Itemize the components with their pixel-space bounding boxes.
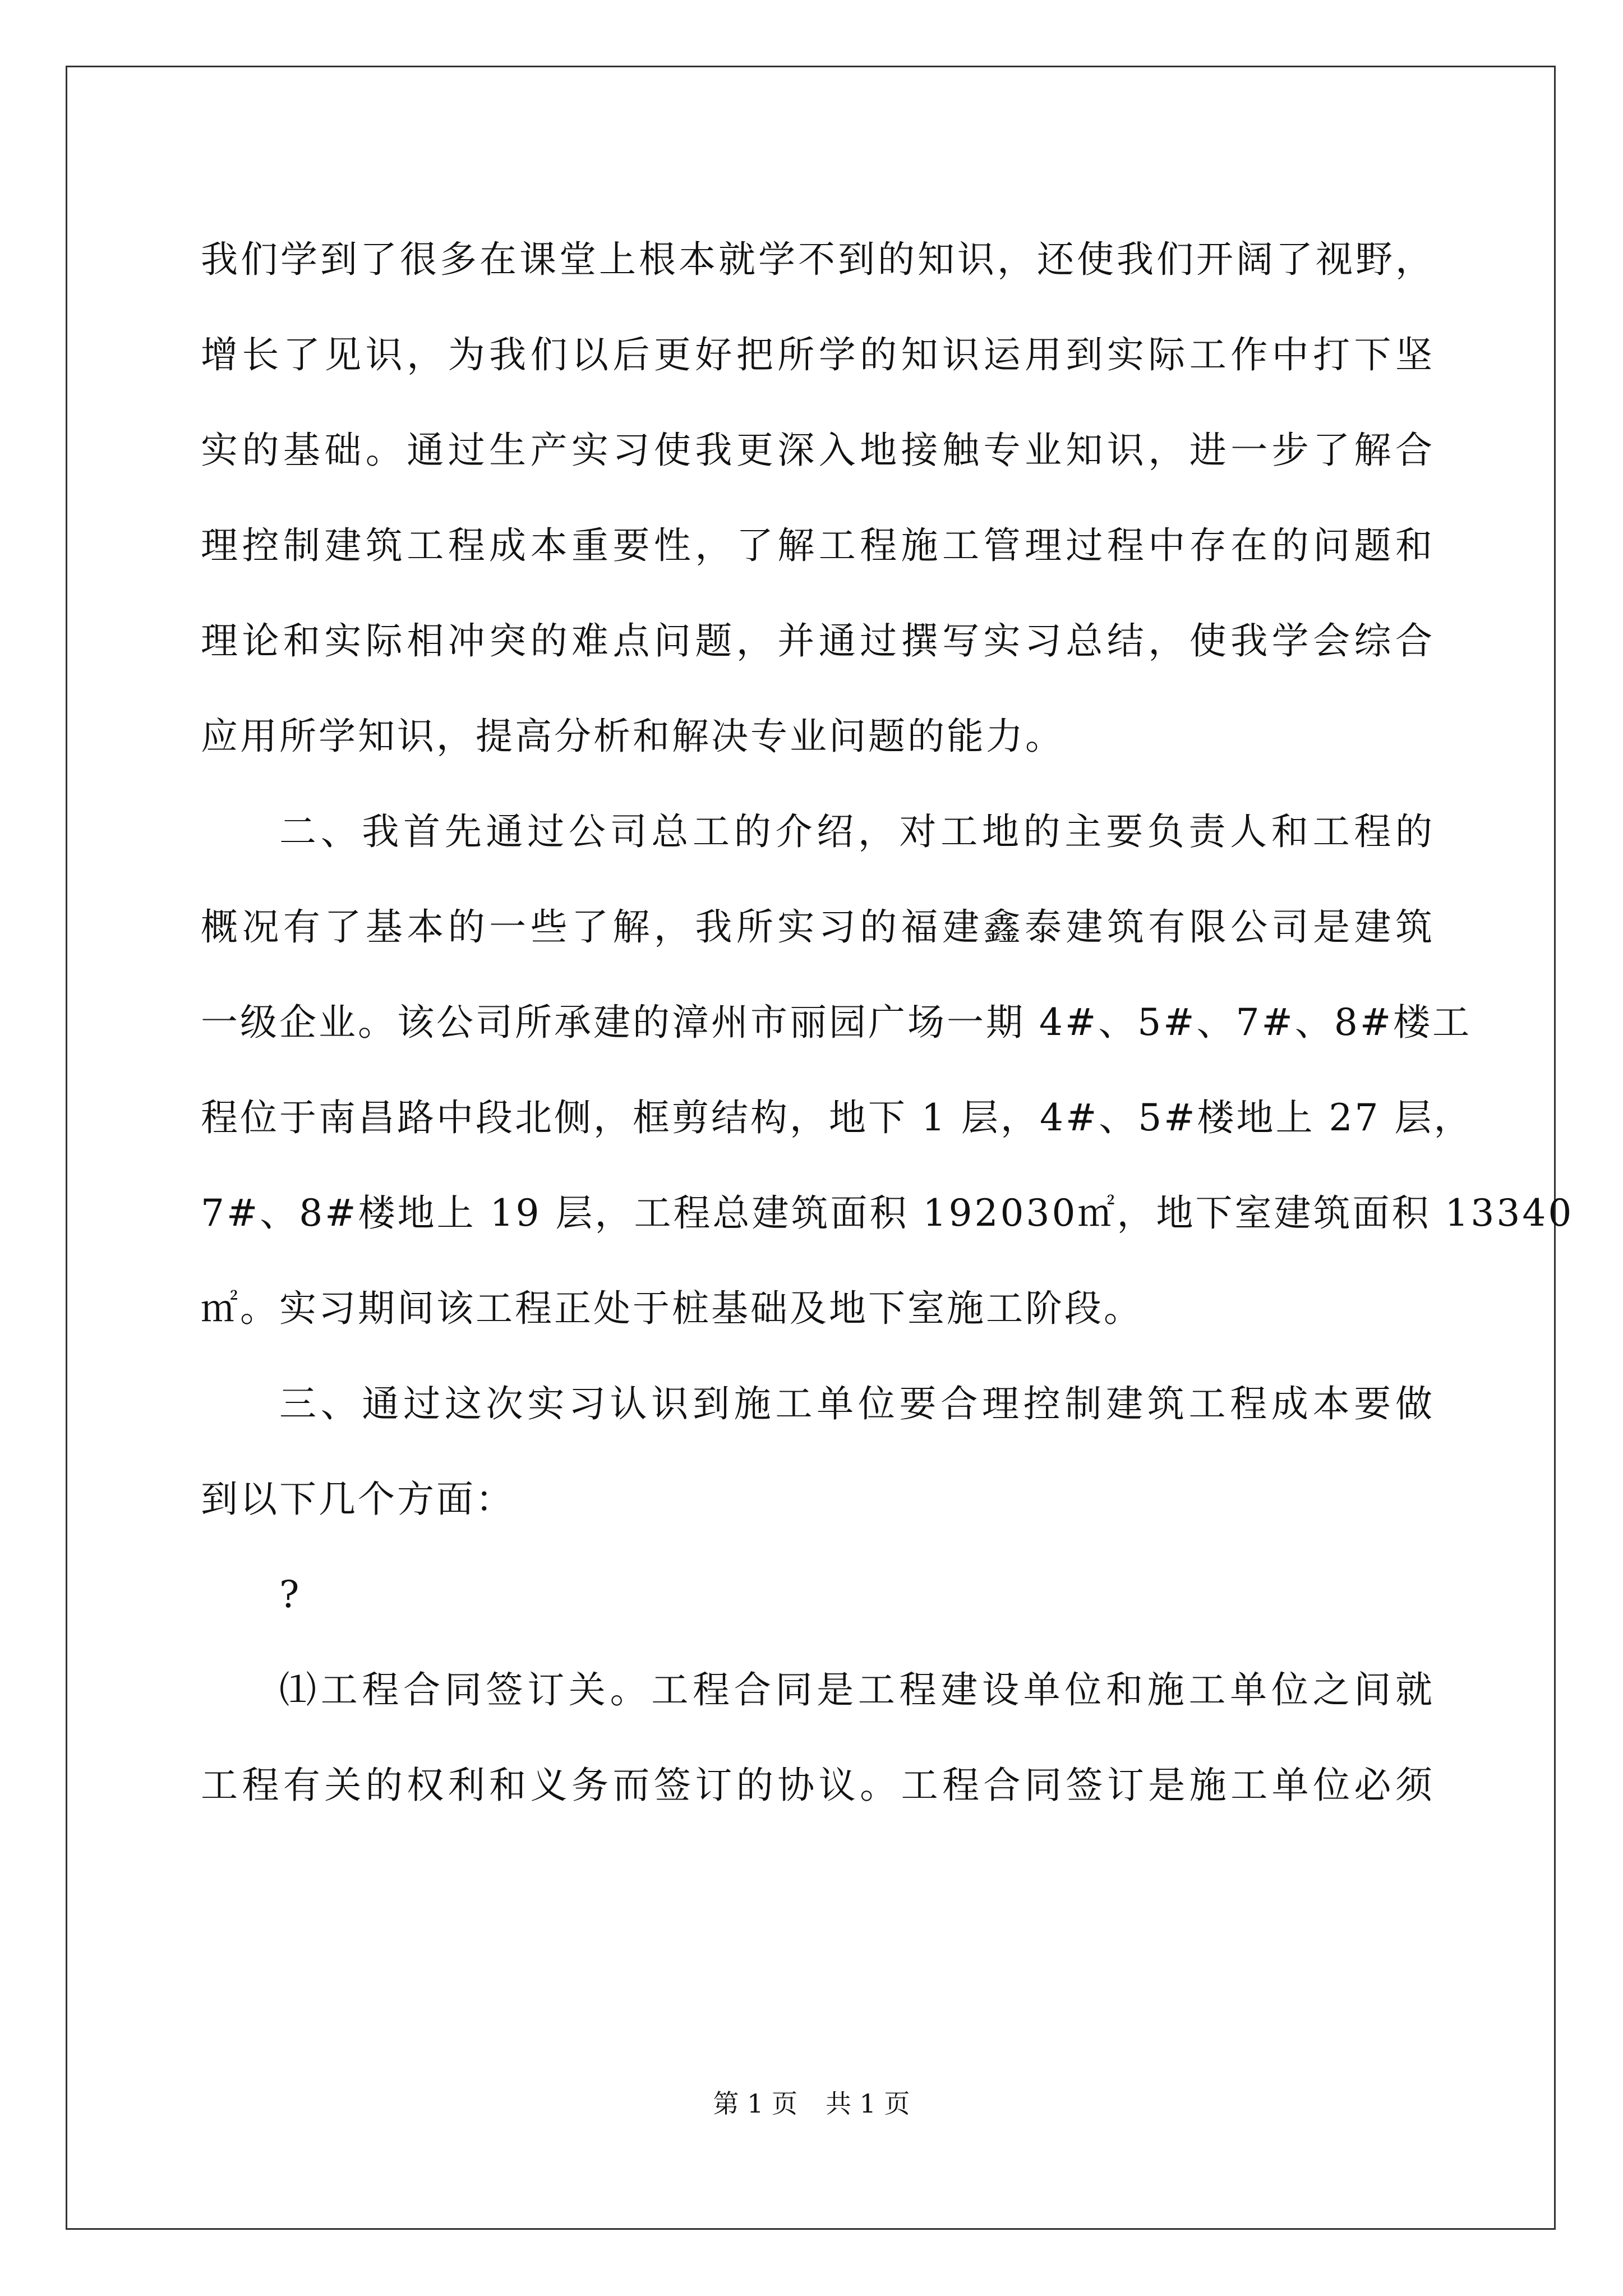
text-line: 到以下几个方面： [201, 1478, 515, 1521]
text-line: 理论和实际相冲突的难点问题，并通过撰写实习总结，使我学会综合 [201, 619, 1435, 662]
page-number: 第 1 页 [713, 2088, 797, 2119]
page-footer [0, 2087, 1623, 2120]
text-line: 增长了见识，为我们以后更好把所学的知识运用到实际工作中打下坚 [201, 333, 1435, 376]
text-line: 理控制建筑工程成本重要性，了解工程施工管理过程中存在的问题和 [201, 524, 1435, 567]
question-mark-line: ? [279, 1573, 302, 1616]
text-line: 实的基础。通过生产实习使我更深入地接触专业知识，进一步了解合 [201, 429, 1435, 472]
paragraph-start-line: ⑴工程合同签订关。工程合同是工程建设单位和施工单位之间就 [279, 1668, 1435, 1711]
text-line: 一级企业。该公司所承建的漳州市丽园广场一期 4#、5#、7#、8#楼工 [201, 1001, 1472, 1044]
text-line: 应用所学知识，提高分析和解决专业问题的能力。 [201, 715, 1064, 758]
text-line: ㎡。实习期间该工程正处于桩基础及地下室施工阶段。 [201, 1287, 1143, 1330]
text-line: 概况有了基本的一些了解，我所实习的福建鑫泰建筑有限公司是建筑 [201, 905, 1435, 949]
page-total: 共 1 页 [826, 2088, 910, 2119]
document-body [201, 212, 1574, 1833]
paragraph-start-line: 三、通过这次实习认识到施工单位要合理控制建筑工程成本要做 [279, 1382, 1435, 1425]
text-line: 7#、8#楼地上 19 层，工程总建筑面积 192030㎡，地下室建筑面积 13340 [201, 1191, 1574, 1235]
text-line: 程位于南昌路中段北侧，框剪结构，地下 1 层，4#、5#楼地上 27 层， [201, 1096, 1473, 1139]
text-line: 我们学到了很多在课堂上根本就学不到的知识，还使我们开阔了视野， [201, 238, 1435, 281]
paragraph-start-line: 二、我首先通过公司总工的介绍，对工地的主要负责人和工程的 [279, 810, 1435, 853]
text-line: 工程有关的权利和义务而签订的协议。工程合同签订是施工单位必须 [201, 1764, 1435, 1807]
